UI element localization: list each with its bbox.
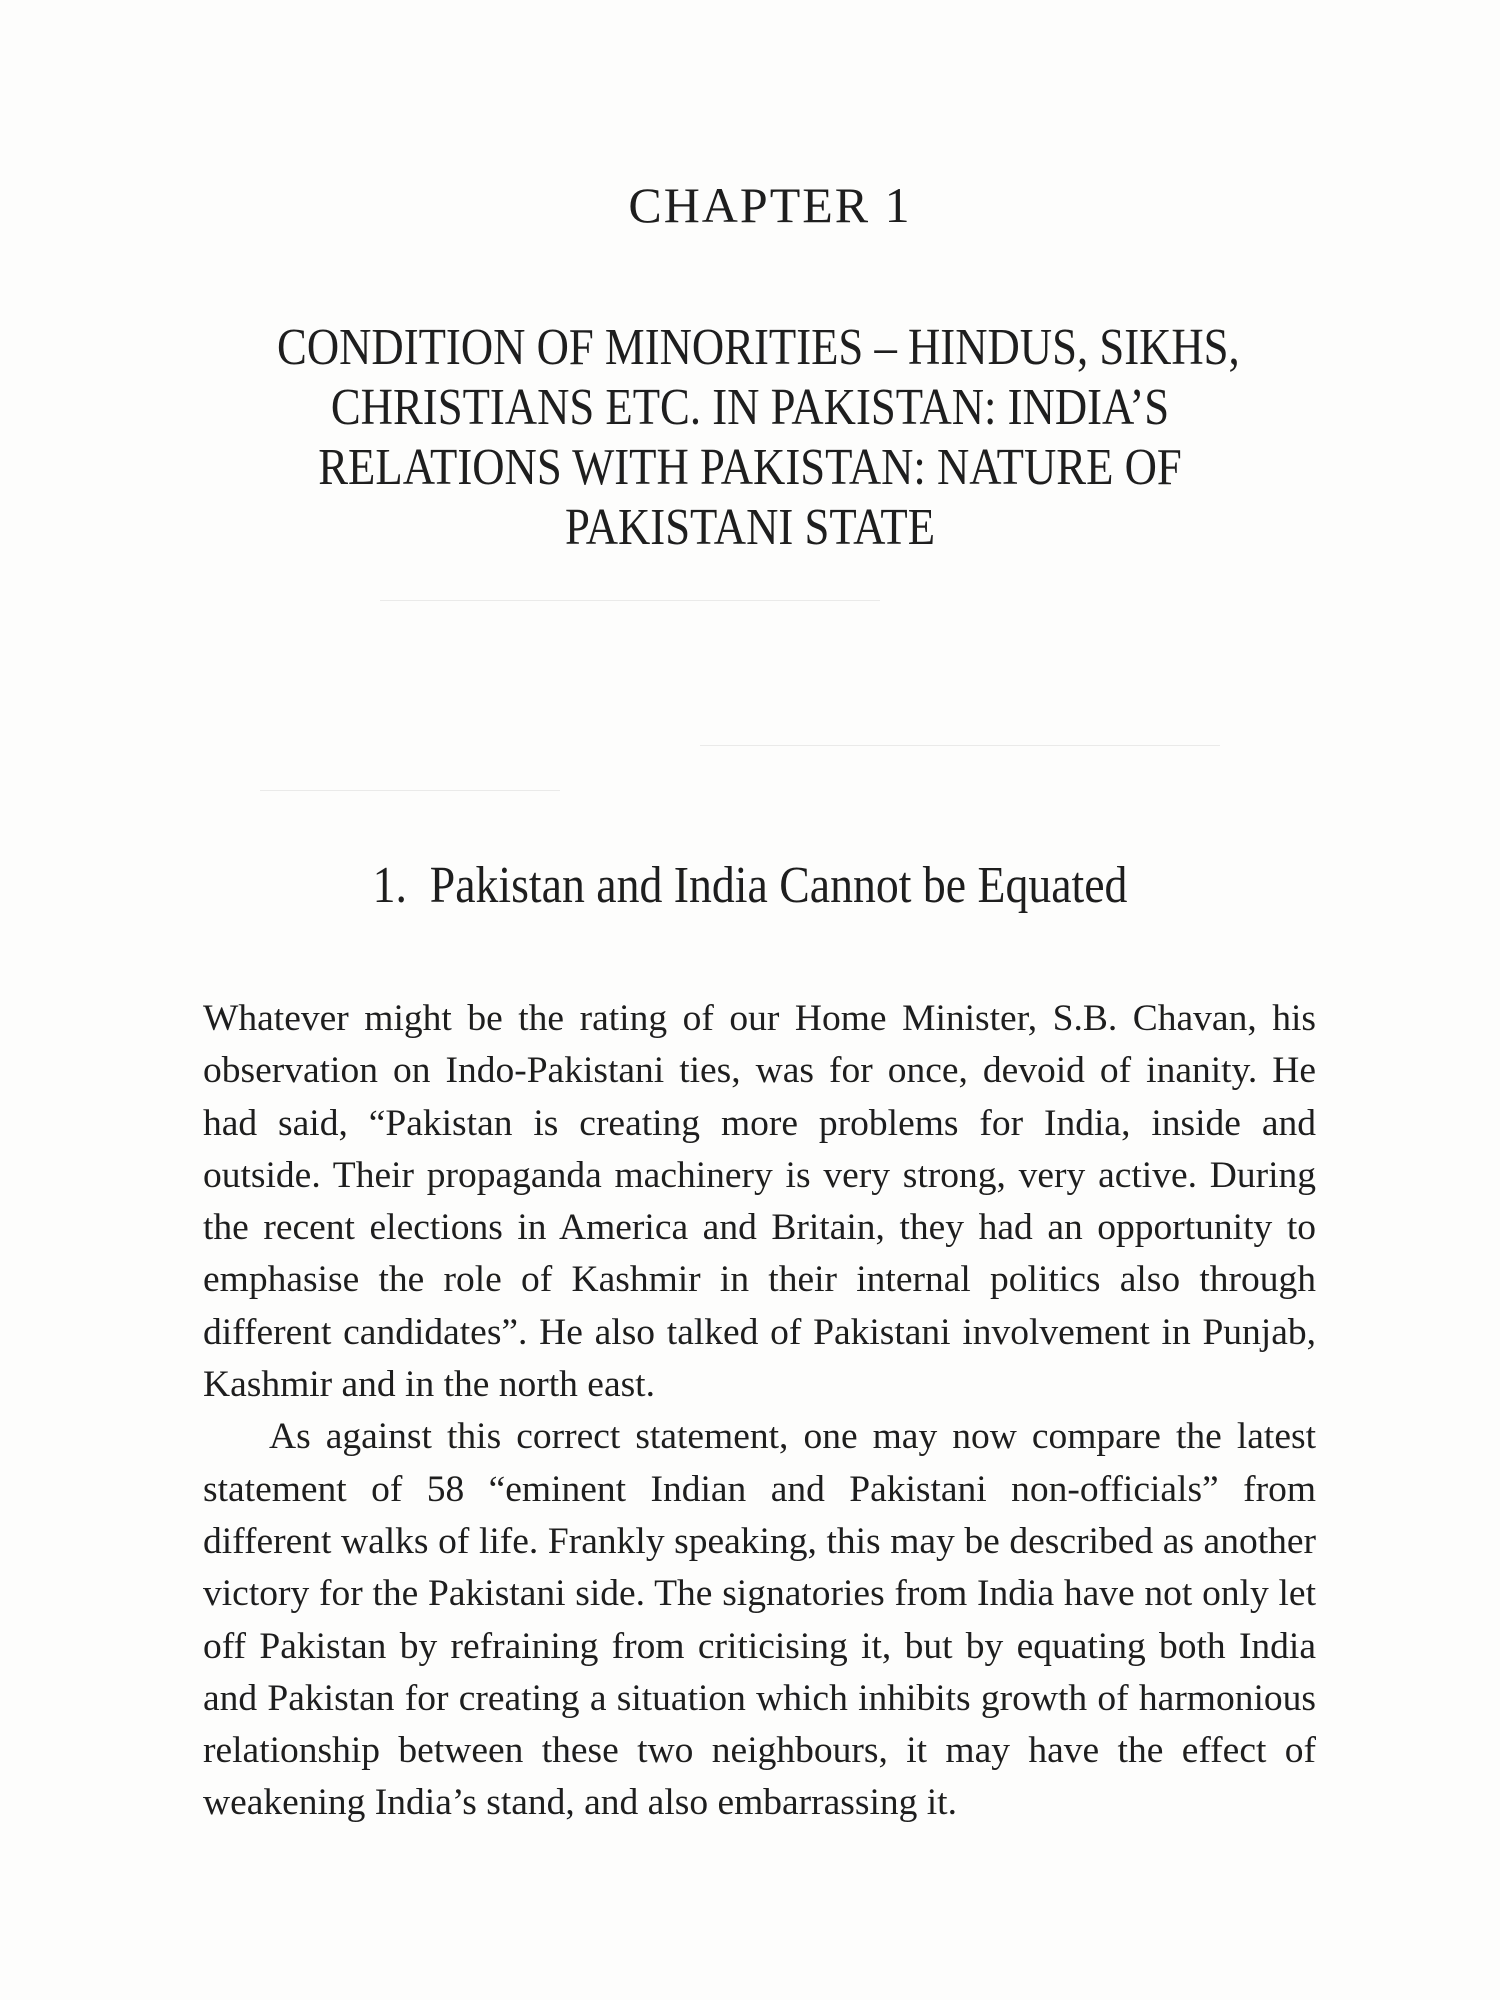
paragraph: Whatever might be the rating of our Home Minister, S.B. Chavan, his observation on Indo-Pakistani ties, was for once, devoid of inanity. He had said, “Pakistan is creating more problems for India, inside and outside. Their propaganda machinery is very strong, very active. During the recent elections in America and Britain, they had an opportunity to emphasise the role of Kashmir in their internal politics also through different candidates”. He also talked of Pakistani involvement in Punjab, Kashmir and in the north east.	[203, 998, 1316, 1406]
chapter-title-line: CHRISTIANS ETC. IN PAKISTAN: INDIA’S	[330, 379, 1170, 436]
chapter-title-line: RELATIONS WITH PAKISTAN: NATURE OF	[318, 439, 1182, 496]
show-through-line	[260, 790, 560, 791]
chapter-title-line: CONDITION OF MINORITIES – HINDUS, SIKHS,	[277, 319, 1240, 376]
body-text	[203, 993, 1316, 1830]
chapter-title	[277, 318, 1240, 558]
show-through-line	[700, 745, 1220, 746]
chapter-label: CHAPTER 1	[628, 177, 912, 233]
show-through-line	[380, 600, 880, 601]
chapter-title-line: PAKISTANI STATE	[564, 499, 936, 556]
paragraph: As against this correct statement, one may now compare the latest statement of 58 “eminent Indian and Pakistani non-officials” from different walks of life. Frankly speaking, this may be described as another victory for the Pakistani side. The signatories from India have not only let off Pakistan by refraining from criticising it, but by equating both India and Pakistan for creating a situation which inhibits growth of harmonious relationship between these two neighbours, it may have the effect of weakening India’s stand, and also embarrassing it.	[203, 1416, 1316, 1824]
section-heading: 1. Pakistan and India Cannot be Equated	[372, 857, 1128, 914]
